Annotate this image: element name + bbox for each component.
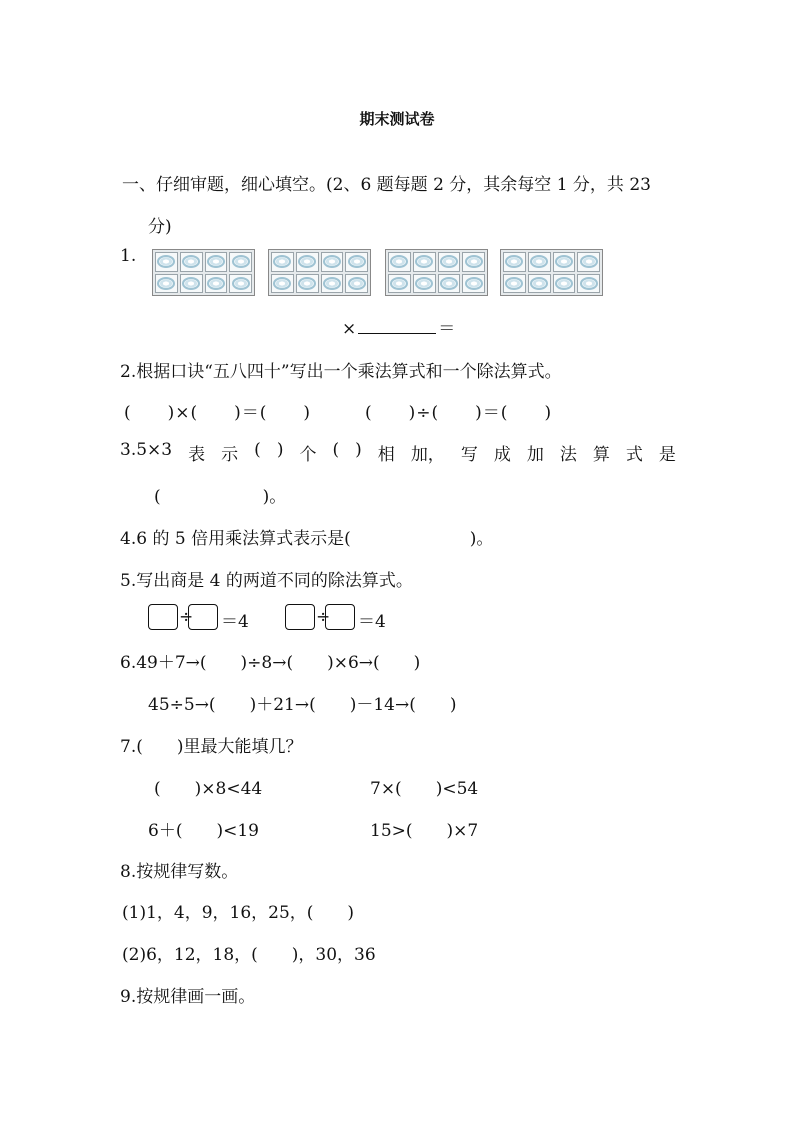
q1-answer-blank[interactable] (358, 319, 436, 334)
q6-line1: 6.49＋7→( )÷8→( )×6→( ) (120, 653, 421, 673)
page-title: 期末测试卷 (359, 110, 435, 128)
q3-part: 加 (526, 445, 544, 465)
q3-part: 成 (493, 445, 511, 465)
q1-number: 1. (120, 246, 137, 266)
q7-item-d: 15>( )×7 (370, 821, 479, 841)
q2-answer-line: ( )×( )＝( ) ( )÷( )＝( ) (124, 403, 553, 423)
egg-tray-icon (152, 249, 255, 296)
q3-part: 3.5×3 (120, 440, 173, 460)
q4-text: 4.6 的 5 倍用乘法算式表示是( )。 (120, 529, 494, 549)
q3-part: 写 (460, 445, 478, 465)
divisor-box[interactable] (188, 604, 218, 630)
q7-item-a: ( )×8<44 (154, 779, 263, 799)
egg-tray-icon (268, 249, 371, 296)
section1-header-line1: 一、仔细审题，细心填空。(2、6 题每题 2 分，其余每空 1 分，共 23 (122, 175, 651, 195)
q7-item-c: 6＋( )<19 (148, 821, 259, 841)
q2-text: 2.根据口诀“五八四十”写出一个乘法算式和一个除法算式。 (120, 362, 562, 382)
q6-line2: 45÷5→( )＋21→( )－14→( ) (148, 695, 457, 715)
q3-line1 (120, 440, 676, 465)
q3-part: 表 (188, 445, 206, 465)
q5-result: ＝4 (221, 612, 249, 632)
q9-text: 9.按规律画一画。 (120, 987, 256, 1007)
q3-part: ) (355, 440, 362, 460)
q8-sub2: (2)6，12，18，( )，30，36 (122, 945, 376, 965)
q3-part: 是 (658, 445, 676, 465)
q3-part: 法 (559, 445, 577, 465)
q3-part: 相 (377, 445, 395, 465)
egg-tray-icon (500, 249, 603, 296)
q5-result: ＝4 (358, 612, 386, 632)
q3-part: 算 (592, 445, 610, 465)
equals-sign: ＝ (438, 319, 456, 339)
q5-text: 5.写出商是 4 的两道不同的除法算式。 (120, 571, 413, 591)
division-sign: ÷ (179, 607, 194, 627)
q8-sub1: (1)1，4，9，16，25，( ) (122, 903, 355, 923)
egg-tray-icon (385, 249, 488, 296)
q8-text: 8.按规律写数。 (120, 862, 239, 882)
times-sign: × (342, 319, 357, 339)
q1-formula (342, 314, 455, 339)
division-sign: ÷ (316, 607, 331, 627)
section1-header-line2: 分) (148, 217, 172, 237)
dividend-box[interactable] (285, 604, 315, 630)
q3-part: 加， (410, 445, 445, 465)
divisor-box[interactable] (325, 604, 355, 630)
q3-line2: ( )。 (154, 487, 287, 507)
q3-part: ( (332, 440, 340, 460)
q3-part: 式 (625, 445, 643, 465)
q3-part: 个 (299, 445, 317, 465)
q7-text: 7.( )里最大能填几？ (120, 737, 303, 757)
q7-item-b: 7×( )<54 (370, 779, 479, 799)
q3-part: 示 (221, 445, 239, 465)
dividend-box[interactable] (148, 604, 178, 630)
q3-part: ( (254, 440, 261, 460)
q3-part: ) (276, 440, 284, 460)
